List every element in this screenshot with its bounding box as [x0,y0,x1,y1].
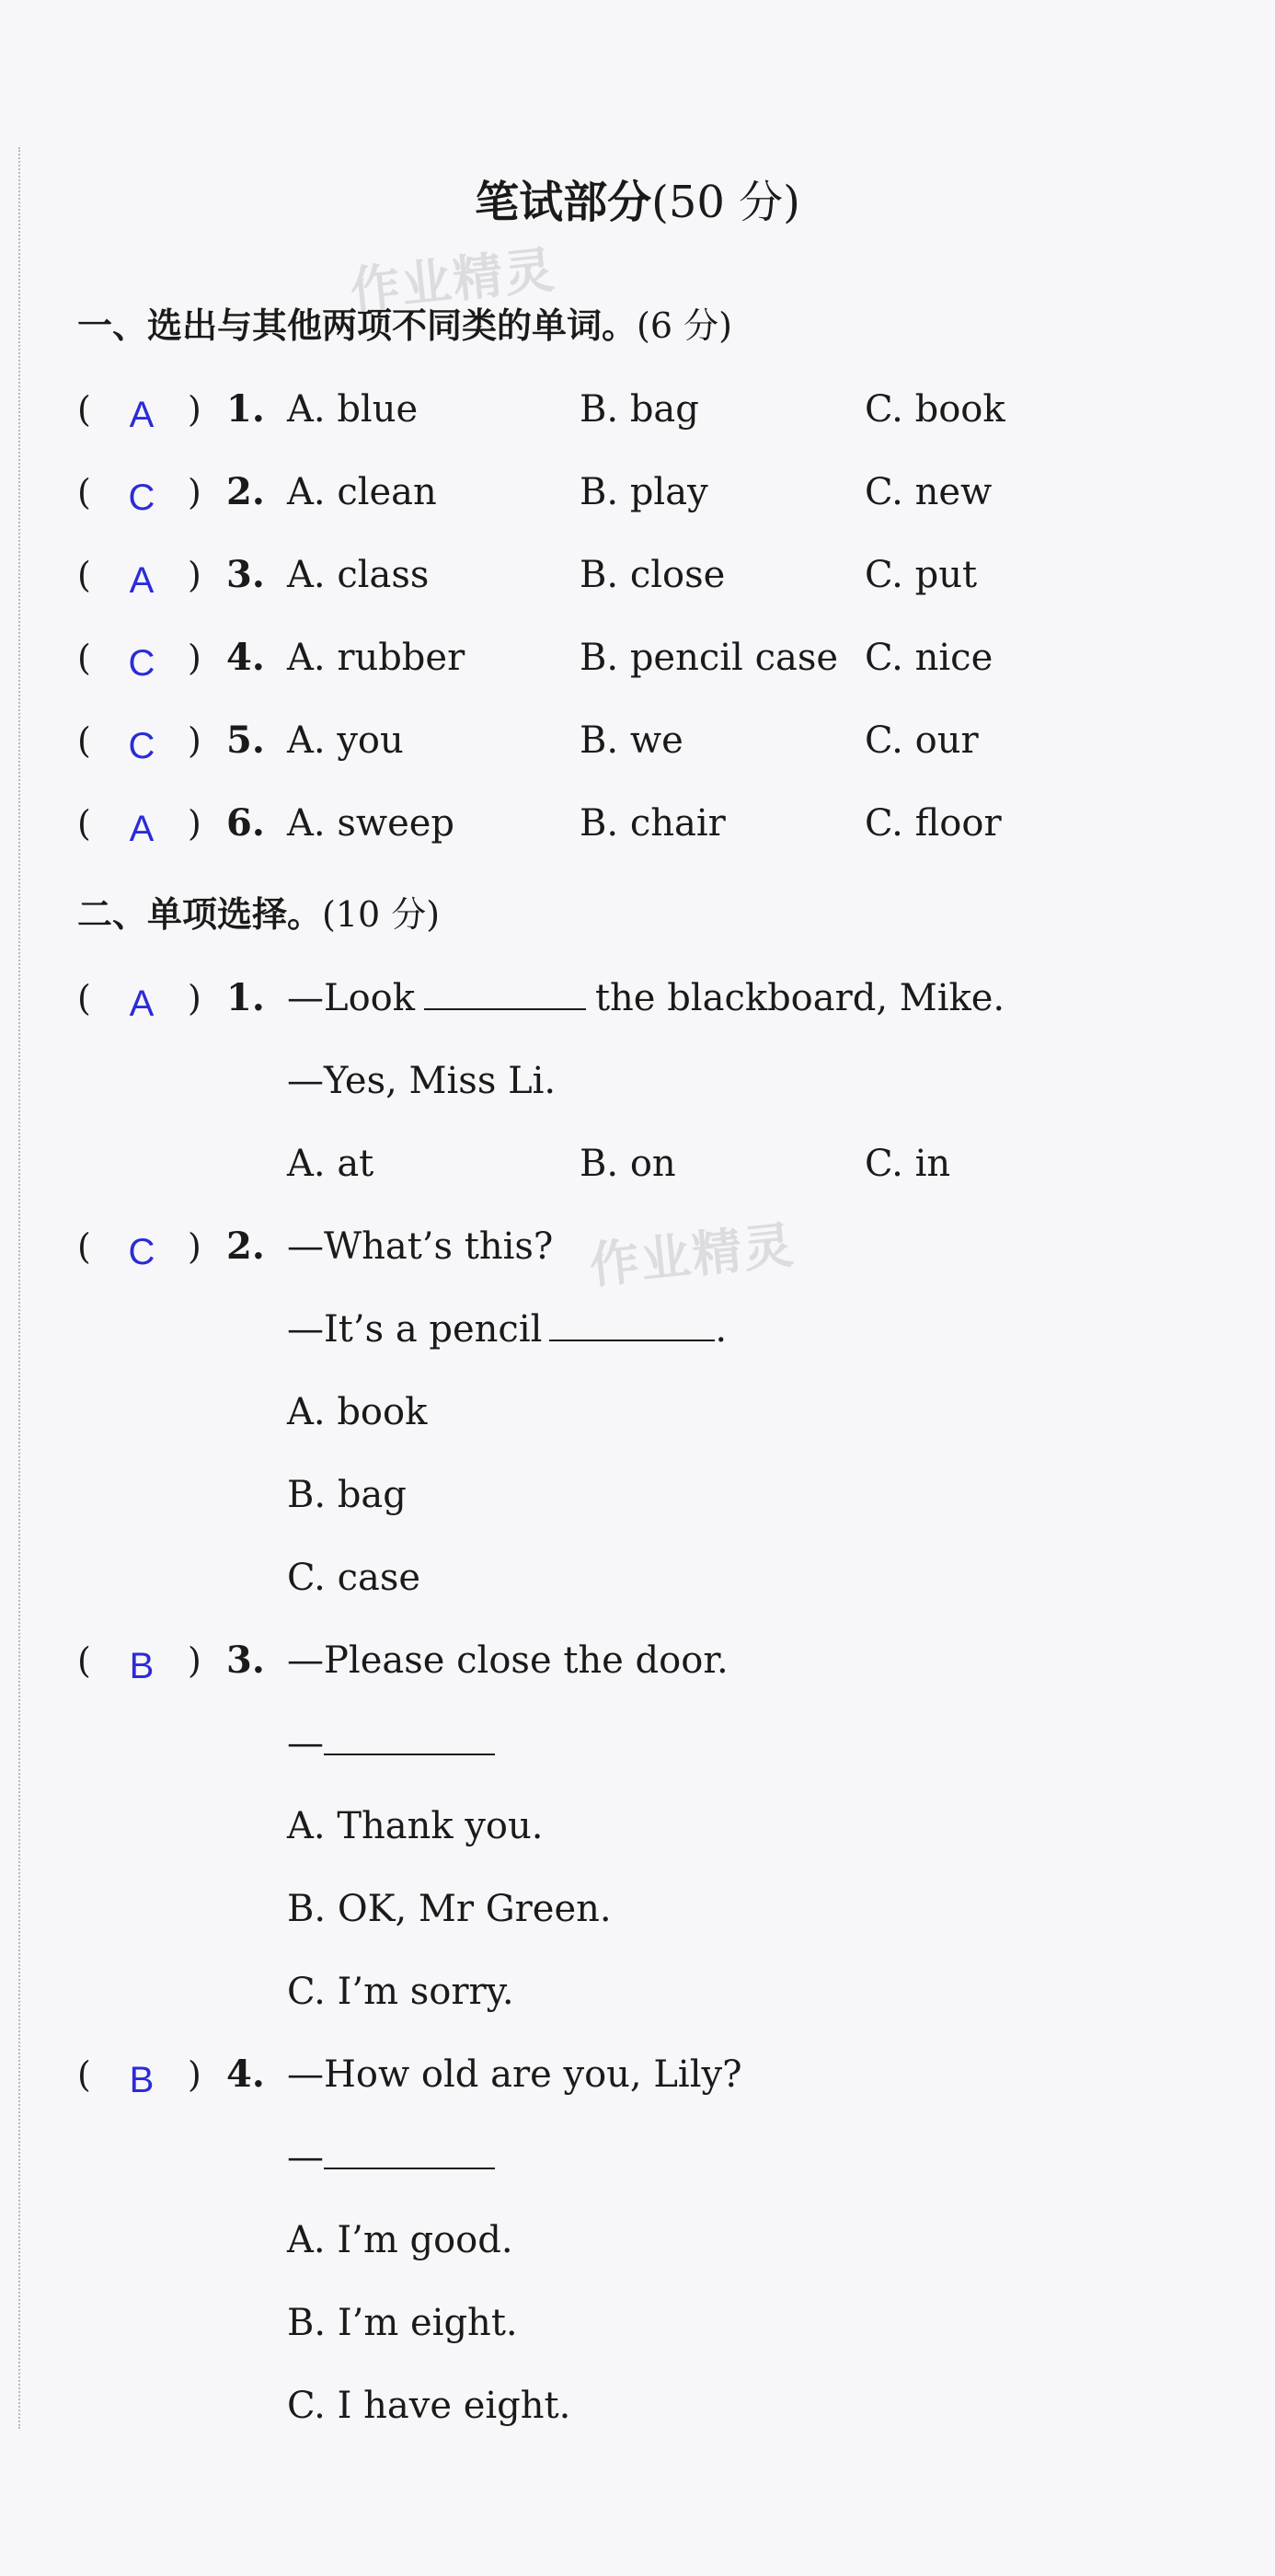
option-c: C. I have eight. [287,2385,571,2427]
question-number: 6. [226,801,265,845]
option-a: A. class [287,554,430,596]
answer-mark: C [128,1232,155,1272]
option-c: C. case [287,1557,421,1599]
title-points: (50 分) [651,177,800,228]
answer-mark: C [128,726,155,766]
section1-item: ( A ) 6. A. sweep B. chair C. floor [0,796,1275,851]
title-main: 笔试部分 [475,177,652,228]
answer-mark: A [129,560,155,601]
watermark-logo: 作业精灵 [347,240,559,320]
question-number: 2. [226,1225,265,1268]
question-number: 1. [226,387,265,431]
option-c: C. floor [865,802,1002,845]
option-a: A. blue [287,388,419,431]
option-c: C. I’m sorry. [287,1971,514,2013]
answer-mark: C [128,477,155,518]
option-b: B. play [580,471,708,513]
option-c: C. put [865,554,978,596]
question-text: —How old are you, Lily? [287,2053,742,2096]
option-b: B. OK, Mr Green. [287,1888,612,1930]
option-c: C. nice [865,637,994,679]
answer-mark: A [129,809,155,849]
option-a: A. clean [287,471,437,513]
answer-blank [424,975,586,1010]
option-c: C. new [865,471,993,513]
option-c: C. book [865,388,1005,431]
option-b: B. close [580,554,726,596]
option-b: B. bag [287,1474,407,1516]
option-a: A. at [287,1143,374,1185]
question-number: 3. [226,1639,265,1682]
section1-item: ( A ) 1. A. blue B. bag C. book [0,382,1275,437]
answer-mark: B [129,2060,155,2100]
dialogue-reply: —Yes, Miss Li. [287,1060,557,1102]
page-title [0,175,1275,230]
question-number: 2. [226,470,265,513]
section1-item: ( A ) 3. A. class B. close C. put [0,547,1275,603]
option-a: A. Thank you. [287,1805,544,1847]
section2-question: ( C ) 2. —What’s this? [0,1219,1275,1274]
section2-question: ( B ) 3. —Please close the door. [0,1633,1275,1688]
answer-blank [324,1720,495,1755]
question-text: —Look the blackboard, Mike. [287,977,1005,1019]
dialogue-reply: — [287,1716,495,1771]
dialogue-reply: — [287,2130,495,2185]
question-number: 1. [226,976,265,1019]
question-number: 5. [226,719,265,762]
answer-mark: C [128,643,155,684]
answer-mark: A [129,395,155,435]
section2-question: ( B ) 4. —How old are you, Lily? [0,2047,1275,2102]
option-a: A. you [287,719,404,762]
option-c: C. our [865,719,979,762]
option-b: B. we [580,719,683,762]
section1-item: ( C ) 5. A. you B. we C. our [0,713,1275,768]
watermark-logo: 作业精灵 [586,1215,798,1295]
question-number: 4. [226,636,265,679]
option-b: B. pencil case [580,637,839,679]
section1-item: ( C ) 2. A. clean B. play C. new [0,465,1275,520]
answer-mark: B [129,1646,155,1686]
section1-item: ( C ) 4. A. rubber B. pencil case C. nice [0,630,1275,685]
question-text: —Please close the door. [287,1639,729,1682]
option-b: B. bag [580,388,699,431]
section1-heading: 一、选出与其他两项不同类的单词。(6 分) [77,305,732,346]
answer-blank [549,1306,715,1341]
option-a: A. book [287,1391,428,1433]
option-a: A. sweep [287,802,455,845]
question-text: —What’s this? [287,1225,554,1268]
dialogue-reply: —It’s a pencil . [287,1308,728,1351]
option-b: B. I’m eight. [287,2302,518,2344]
section2-question: ( A ) 1. —Look the blackboard, Mike. [0,971,1275,1026]
option-c: C. in [865,1143,951,1185]
option-b: B. chair [580,802,726,845]
answer-blank [324,2134,495,2169]
answer-mark: A [129,983,155,1024]
option-a: A. I’m good. [287,2219,513,2261]
question-number: 4. [226,2053,265,2096]
option-a: A. rubber [287,637,465,679]
question-number: 3. [226,553,265,596]
section2-heading: 二、单项选择。(10 分) [77,894,441,935]
option-b: B. on [580,1143,676,1185]
